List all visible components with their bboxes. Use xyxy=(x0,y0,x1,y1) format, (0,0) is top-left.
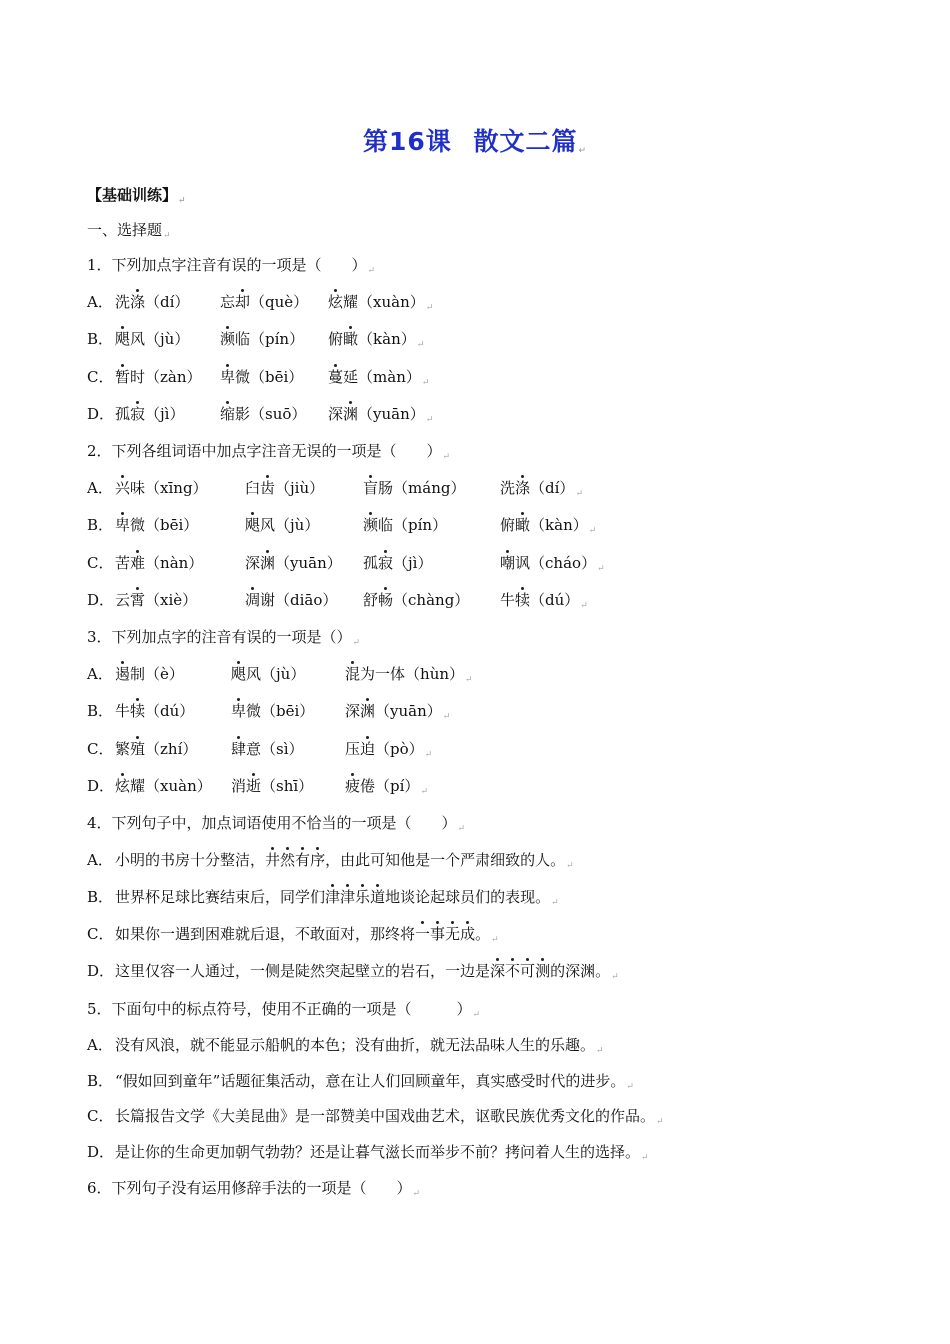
pinyin-item xyxy=(220,292,308,312)
word-text: 云 xyxy=(115,591,131,609)
option-row xyxy=(87,515,597,536)
option-row xyxy=(87,329,425,350)
pinyin: （kàn） xyxy=(358,330,416,348)
pinyin: （suō） xyxy=(250,405,307,423)
sentence-text: “假如回到童年”话题征集活动，意在让人们回顾童年，真实感受时代的进步。 xyxy=(115,1072,626,1090)
dotted-char: 瞰 xyxy=(343,330,359,348)
word-text: 臼 xyxy=(245,479,261,497)
word-text: 临 xyxy=(235,330,251,348)
word-text: 为一体 xyxy=(360,665,406,683)
pinyin-item: 混为一体$(hùn)_↵$ xyxy=(345,665,473,685)
word-text: 时 xyxy=(130,368,146,386)
option-label: A． xyxy=(87,293,113,311)
dotted-char: 飓 xyxy=(245,516,261,534)
sentence-option: B． “假如回到童年”话题征集活动，意在让人们回顾童年，真实感受时代的进步。$_↵$ xyxy=(87,1072,634,1092)
pinyin-item xyxy=(115,404,184,424)
option-label: C． xyxy=(87,554,114,572)
dotted-char: 肆 xyxy=(231,740,247,758)
pinyin-item xyxy=(231,739,304,759)
sentence-option: D．这里仅容一人通过，一侧是陡然突起壁立的岩石，一边是深不可测的深渊。$_↵$ xyxy=(87,962,619,982)
pinyin-item xyxy=(115,292,189,312)
dotted-char: 卑 xyxy=(115,516,131,534)
dotted-char: 蔓 xyxy=(328,368,344,386)
pinyin-item xyxy=(115,478,208,498)
dotted-char: 濒 xyxy=(220,330,236,348)
option-label: D． xyxy=(87,962,115,980)
word-text: 深 xyxy=(245,554,261,572)
word-text: 风 xyxy=(246,665,262,683)
option-label: D． xyxy=(87,777,115,795)
pinyin: （què） xyxy=(250,293,309,311)
pinyin: （máng） xyxy=(393,479,466,497)
dotted-char: 瞰 xyxy=(515,516,531,534)
dotted-char: 遏 xyxy=(115,665,131,683)
pinyin-item: 牛犊$(dú)_↵$ xyxy=(500,591,588,611)
dotted-idiom xyxy=(265,851,325,869)
sentence-text: 没有风浪，就不能显示船帆的本色；没有曲折，就无法品味人生的乐趣。 xyxy=(115,1036,596,1054)
word-text: 耀 xyxy=(343,293,359,311)
pinyin: （zàn） xyxy=(145,368,202,386)
word-text: 苦 xyxy=(115,554,131,572)
word-text: 延 xyxy=(343,368,359,386)
dotted-char: 炫 xyxy=(328,293,344,311)
pinyin-item xyxy=(115,701,194,721)
dotted-char: 寂 xyxy=(378,554,394,572)
pinyin: （bēi） xyxy=(250,368,304,386)
dotted-char: 测 xyxy=(535,962,551,980)
dotted-char: 炫 xyxy=(115,777,131,795)
dotted-char: 殖 xyxy=(130,740,146,758)
pinyin: （jù） xyxy=(261,665,306,683)
question-stem: 1．下列加点字注音有误的一项是（ ）$_↵$ xyxy=(87,256,376,276)
dotted-char: 涤 xyxy=(130,293,146,311)
pinyin: （chàng） xyxy=(393,591,470,609)
dotted-char: 暂 xyxy=(115,368,131,386)
dotted-char: 无 xyxy=(445,925,461,943)
pinyin-item xyxy=(220,404,306,424)
word-text: 微 xyxy=(130,516,146,534)
word-text: 牛 xyxy=(500,591,516,609)
sentence-text: ，由此可知他是一个严肃细致的人。 xyxy=(325,851,566,869)
sentence-text: 世界杯足球比赛结束后，同学们 xyxy=(115,888,326,906)
word-text: 微 xyxy=(235,368,251,386)
pinyin: （bēi） xyxy=(261,702,315,720)
option-row xyxy=(87,739,433,760)
pinyin-item xyxy=(220,367,303,387)
option-label: C． xyxy=(87,368,114,386)
pinyin-item xyxy=(245,478,324,498)
pinyin-item xyxy=(363,478,465,498)
pinyin: （hùn） xyxy=(405,665,465,683)
section-heading: 【基础训练】$_↵$ xyxy=(87,186,186,206)
dotted-char: 乐 xyxy=(355,888,371,906)
sentence-option: C． 如果你一遇到困难就后退，不敢面对，那终将一事无成。$_↵$ xyxy=(87,925,499,945)
pinyin-item xyxy=(231,776,313,796)
option-label: B． xyxy=(87,702,114,720)
pinyin: （jiù） xyxy=(275,479,325,497)
dotted-char: 飓 xyxy=(231,665,247,683)
pinyin-item xyxy=(115,590,197,610)
word-text: 孤 xyxy=(363,554,379,572)
option-label: C． xyxy=(87,925,114,943)
option-row xyxy=(87,553,605,574)
dotted-char: 道 xyxy=(370,888,386,906)
word-text: 繁 xyxy=(115,740,131,758)
word-text: 风 xyxy=(130,330,146,348)
word-text: 谢 xyxy=(260,591,276,609)
dotted-char: 濒 xyxy=(363,516,379,534)
dotted-char: 疲 xyxy=(345,777,361,795)
pinyin: （jù） xyxy=(145,330,190,348)
word-text: 意 xyxy=(246,740,262,758)
pinyin: （nàn） xyxy=(145,554,204,572)
page-title: 第16课 散文二篇↵ xyxy=(362,127,588,156)
dotted-char: 霄 xyxy=(130,591,146,609)
dotted-char: 寂 xyxy=(130,405,146,423)
pinyin-item: 俯瞰$(kàn)_↵$ xyxy=(328,330,425,350)
option-row xyxy=(87,664,473,685)
option-row xyxy=(87,701,451,722)
word-text: 味 xyxy=(130,479,146,497)
dotted-char: 难 xyxy=(130,554,146,572)
dotted-char: 涤 xyxy=(515,479,531,497)
sentence-text: 是让你的生命更加朝气勃勃？还是让暮气滋长而举步不前？拷问着人生的选择。 xyxy=(115,1143,641,1161)
word-text: 消 xyxy=(231,777,247,795)
dotted-char: 深 xyxy=(490,962,506,980)
pinyin: （pín） xyxy=(250,330,305,348)
option-label: A． xyxy=(87,851,113,869)
word-text: 牛 xyxy=(115,702,131,720)
question-stem: 2．下列各组词语中加点字注音无误的一项是（ ）$_↵$ xyxy=(87,442,451,462)
pinyin: （kàn） xyxy=(530,516,588,534)
pinyin: （xuàn） xyxy=(358,293,425,311)
dotted-char: 畅 xyxy=(378,591,394,609)
question-stem: 3．下列加点字的注音有误的一项是$()_↵$ xyxy=(87,628,361,648)
option-row xyxy=(87,776,428,797)
lesson-number: 第16课 xyxy=(362,127,452,156)
word-text: 忘 xyxy=(220,293,236,311)
pinyin-item: 疲倦$(pí)_↵$ xyxy=(345,777,428,797)
sentence-text: 小明的书房十分整洁， xyxy=(115,851,266,869)
word-text: 临 xyxy=(378,516,394,534)
dotted-char: 井 xyxy=(265,851,281,869)
option-label: A． xyxy=(87,665,113,683)
pinyin: （sì） xyxy=(261,740,304,758)
dotted-idiom xyxy=(490,962,550,980)
sentence-option: B． 世界杯足球比赛结束后，同学们津津乐道地谈论起球员们的表现。$_↵$ xyxy=(87,888,559,908)
dotted-char: 渊 xyxy=(343,405,359,423)
pinyin: （dí） xyxy=(530,479,575,497)
option-label: A． xyxy=(87,479,113,497)
word-text: 洗 xyxy=(500,479,516,497)
dotted-char: 津 xyxy=(340,888,356,906)
question-5-stem: 5．下面句中的标点符号，使用不正确的一项是（ ）$_↵$ xyxy=(87,1000,481,1020)
dotted-char: 事 xyxy=(430,925,446,943)
sentence-text: 长篇报告文学《大美昆曲》是一部赞美中国戏曲艺术，讴歌民族优秀文化的作品。 xyxy=(115,1107,656,1125)
pinyin: （xuàn） xyxy=(145,777,212,795)
word-text: 孤 xyxy=(115,405,131,423)
option-label: D． xyxy=(87,405,115,423)
word-text: 讽 xyxy=(515,554,531,572)
pinyin-item xyxy=(245,553,342,573)
pinyin: （è） xyxy=(145,665,184,683)
dotted-char: 逝 xyxy=(246,777,262,795)
pinyin-item: 俯瞰$(kàn)_↵$ xyxy=(500,516,597,536)
option-label: B． xyxy=(87,888,114,906)
option-row xyxy=(87,292,434,313)
pinyin: （xiè） xyxy=(145,591,198,609)
sentence-option: A． 小明的书房十分整洁，井然有序，由此可知他是一个严肃细致的人。$_↵$ xyxy=(87,851,574,871)
dotted-idiom xyxy=(415,925,475,943)
word-text: 俯 xyxy=(328,330,344,348)
word-text: 风 xyxy=(260,516,276,534)
dotted-char: 序 xyxy=(310,851,326,869)
dotted-char: 犊 xyxy=(515,591,531,609)
pinyin-item: 压迫$(pò)_↵$ xyxy=(345,740,433,760)
option-label: B． xyxy=(87,516,114,534)
word-text: 压 xyxy=(345,740,361,758)
pinyin-item xyxy=(245,590,337,610)
pinyin: （xīng） xyxy=(145,479,208,497)
pinyin: （yuān） xyxy=(358,405,425,423)
dotted-char: 飓 xyxy=(115,330,131,348)
dotted-char: 不 xyxy=(505,962,521,980)
sentence-option: D．是让你的生命更加朝气勃勃？还是让暮气滋长而举步不前？拷问着人生的选择。$_↵$ xyxy=(87,1143,649,1163)
pinyin: （diāo） xyxy=(275,591,338,609)
word-text: 舒 xyxy=(363,591,379,609)
dotted-char: 齿 xyxy=(260,479,276,497)
dotted-char: 一 xyxy=(415,925,431,943)
pinyin-item xyxy=(115,776,212,796)
option-label: C． xyxy=(87,740,114,758)
pinyin-item: 嘲讽$(cháo)_↵$ xyxy=(500,554,605,574)
option-label: C． xyxy=(87,1107,114,1125)
pinyin-item: 蔓延$(màn)_↵$ xyxy=(328,368,430,388)
pinyin: （dú） xyxy=(530,591,580,609)
pinyin: （pín） xyxy=(393,516,448,534)
word-text: 洗 xyxy=(115,293,131,311)
pinyin: （yuān） xyxy=(375,702,442,720)
pinyin: （bēi） xyxy=(145,516,199,534)
pinyin-item xyxy=(363,590,469,610)
question-4-stem: 4．下列句子中，加点词语使用不恰当的一项是（ ）$_↵$ xyxy=(87,814,466,834)
dotted-char: 盲 xyxy=(363,479,379,497)
dotted-char: 犊 xyxy=(130,702,146,720)
sentence-text: 的深渊。 xyxy=(550,962,611,980)
pinyin: （jì） xyxy=(145,405,185,423)
dotted-char: 渊 xyxy=(360,702,376,720)
pinyin: （zhí） xyxy=(145,740,198,758)
sentence-text: 这里仅容一人通过，一侧是陡然突起壁立的岩石，一边是 xyxy=(115,962,491,980)
pinyin-item xyxy=(220,329,304,349)
dotted-char: 凋 xyxy=(245,591,261,609)
pinyin-item xyxy=(231,664,305,684)
sentence-text: 如果你一遇到困难就后退，不敢面对，那终将 xyxy=(115,925,416,943)
pinyin-item xyxy=(115,553,203,573)
pinyin: （dí） xyxy=(145,293,190,311)
dotted-idiom xyxy=(325,888,385,906)
pinyin: （pò） xyxy=(375,740,424,758)
word-text: 深 xyxy=(328,405,344,423)
word-text: 俯 xyxy=(500,516,516,534)
pinyin-item: 深渊$(yuān)_↵$ xyxy=(328,405,434,425)
dotted-char: 兴 xyxy=(115,479,131,497)
pinyin: （yuān） xyxy=(275,554,342,572)
pinyin-item xyxy=(115,515,198,535)
option-row xyxy=(87,367,430,388)
option-label: D． xyxy=(87,591,115,609)
dotted-char: 可 xyxy=(520,962,536,980)
pinyin-item xyxy=(231,701,314,721)
part-heading: 一、选择题$_↵$ xyxy=(87,221,171,241)
sentence-option: C． 长篇报告文学《大美昆曲》是一部赞美中国戏曲艺术，讴歌民族优秀文化的作品。$_↵$ xyxy=(87,1107,664,1127)
pinyin-item xyxy=(363,515,447,535)
option-label: D． xyxy=(87,1143,115,1161)
option-label: A． xyxy=(87,1036,113,1054)
dotted-char: 渊 xyxy=(260,554,276,572)
pinyin: （màn） xyxy=(358,368,421,386)
question-6-stem: 6．下列句子没有运用修辞手法的一项是（ ）$_↵$ xyxy=(87,1179,421,1199)
dotted-char: 卑 xyxy=(231,702,247,720)
dotted-char: 却 xyxy=(235,293,251,311)
dotted-char: 有 xyxy=(295,851,311,869)
pinyin-item: 深渊$(yuān)_↵$ xyxy=(345,702,451,722)
option-row xyxy=(87,404,434,425)
dotted-char: 津 xyxy=(325,888,341,906)
pinyin-item: 炫耀$(xuàn)_↵$ xyxy=(328,293,434,313)
lesson-name: 散文二篇 xyxy=(473,127,578,156)
pinyin-item xyxy=(115,329,189,349)
sentence-text: 地谈论起球员们的表现。 xyxy=(385,888,551,906)
sentence-option: A． 没有风浪，就不能显示船帆的本色；没有曲折，就无法品味人生的乐趣。$_↵$ xyxy=(87,1036,604,1056)
dotted-char: 嘲 xyxy=(500,554,516,572)
word-text: 倦 xyxy=(360,777,376,795)
word-text: 制 xyxy=(130,665,146,683)
dotted-char: 卑 xyxy=(220,368,236,386)
pinyin: （cháo） xyxy=(530,554,597,572)
word-text: 影 xyxy=(235,405,251,423)
dotted-char: 然 xyxy=(280,851,296,869)
word-text: 肠 xyxy=(378,479,394,497)
dotted-char: 混 xyxy=(345,665,361,683)
pinyin: （pí） xyxy=(375,777,420,795)
word-text: 深 xyxy=(345,702,361,720)
option-row xyxy=(87,590,588,611)
word-text: 微 xyxy=(246,702,262,720)
dotted-char: 成 xyxy=(460,925,476,943)
option-row xyxy=(87,478,583,499)
dotted-char: 缩 xyxy=(220,405,236,423)
sentence-text: 。 xyxy=(475,925,491,943)
dotted-char: 迫 xyxy=(360,740,376,758)
pinyin-item xyxy=(115,367,202,387)
option-label: B． xyxy=(87,330,114,348)
pinyin-item xyxy=(115,664,184,684)
pinyin-item xyxy=(245,515,319,535)
pinyin: （dú） xyxy=(145,702,195,720)
word-text: 耀 xyxy=(130,777,146,795)
pinyin-item xyxy=(363,553,432,573)
option-label: B． xyxy=(87,1072,114,1090)
pinyin-item xyxy=(115,739,197,759)
pinyin-item: 洗涤$(dí)_↵$ xyxy=(500,479,583,499)
pinyin: （jù） xyxy=(275,516,320,534)
pinyin: （jì） xyxy=(393,554,433,572)
pinyin: （shī） xyxy=(261,777,314,795)
